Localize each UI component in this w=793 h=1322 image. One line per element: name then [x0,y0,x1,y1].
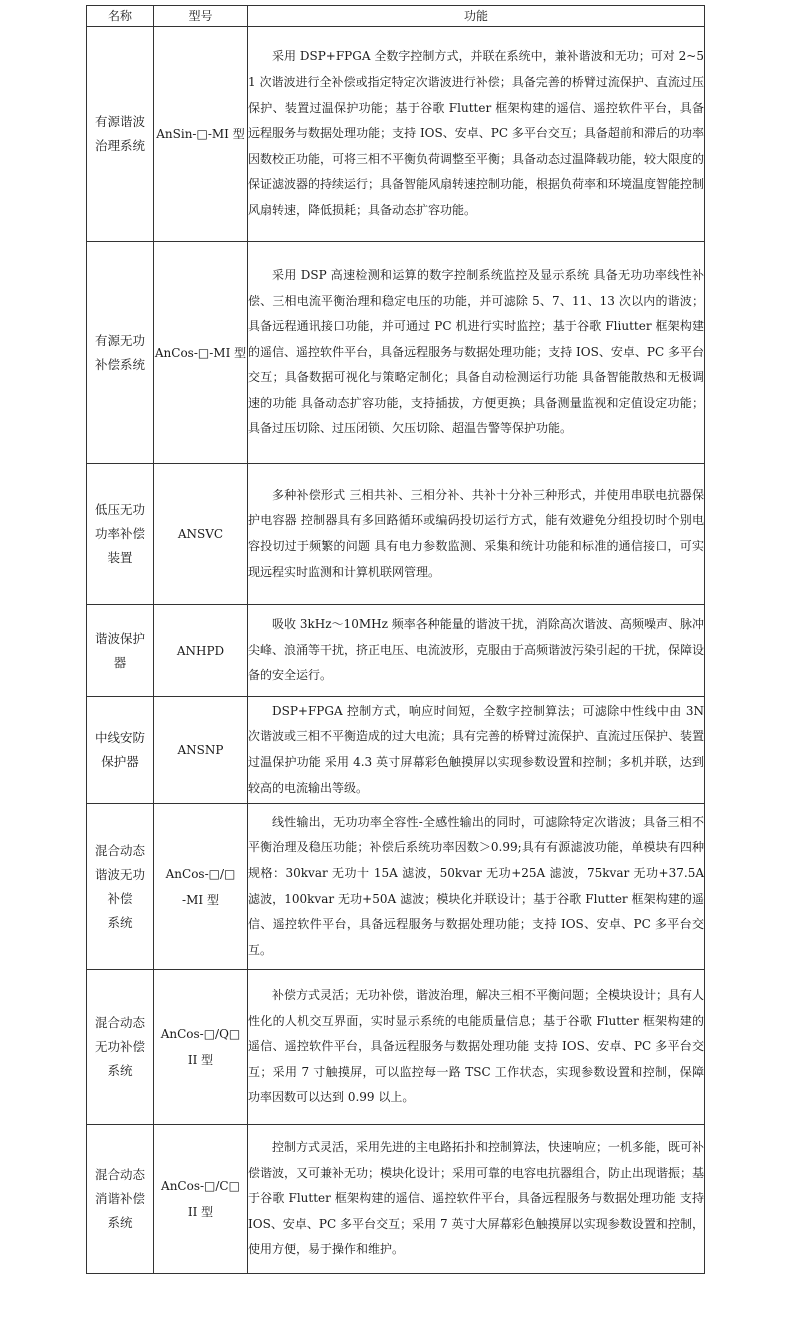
header-name: 名称 [87,6,154,27]
model-cell [154,804,248,970]
product-name-line: 装置 [107,550,133,565]
product-name-line: 系统 [107,1215,133,1230]
function-cell: 多种补偿形式 三相共补、三相分补、共补十分补三种形式，并使用串联电抗器保护电容器 控制器具有多回路循环或编码投切运行方式，能有效避免分组投切时个别电容投切过于频繁的问题 具有电力参数监测、采集和统计功能和标准的通信接口，可实现远程实时监测和计算机联网管理。 [248,464,705,605]
table-header-row [87,6,705,27]
product-name-line: 混合动态 [94,842,145,858]
model-cell [154,1125,248,1274]
product-name-line: 系统 [107,914,133,930]
product-name-cell [87,970,154,1125]
model-line: ANHPD [176,643,225,658]
product-name-cell [87,1125,154,1274]
function-cell: 吸收 3kHz～10MHz 频率各种能量的谐波干扰，消除高次谐波、高频噪声、脉冲尖峰、浪涌等干扰，挤正电压、电流波形，克服由于高频谐波污染引起的干扰，保障设备的安全运行。 [248,605,705,697]
model-cell [154,970,248,1125]
product-name-line: 混合动态 [94,1167,145,1182]
table-row [87,697,705,804]
product-name-cell [87,242,154,464]
product-name-line: 补偿系统 [94,356,145,372]
product-name-line: 无功补偿 [94,1039,145,1054]
product-name-line: 低压无功 [94,502,145,517]
function-cell: 控制方式灵活，采用先进的主电路拓扑和控制算法，快速响应；一机多能，既可补偿谐波，又可兼补无功；模块化设计；采用可靠的电容电抗器组合，防止出现谐振；基于谷歌 Flutter 框架构建的遥信、遥控软件平台，具备远程服务与数据处理功能 支持 IOS、安卓、PC 多平台交互；采用 7 英寸大屏幕彩色触摸屏以实现参数设置和控制，使用方便，易于操作和维护。 [248,1125,705,1274]
function-cell: 采用 DSP+FPGA 全数字控制方式，并联在系统中，兼补谐波和无功；可对 2~51 次谐波进行全补偿或指定特定次谐波进行补偿；具备完善的桥臂过流保护、直流过压保护、装置过温保护功能；基于谷歌 Flutter 框架构建的遥信、遥控软件平台，具备远程服务与数据处理功能；支持 IOS、安卓、PC 多平台交互；具备超前和滞后的功率因数校正功能，可将三相不平衡负荷调整至平衡；具备动态过温降载功能，较大限度的保证滤波器的持续运行；具备智能风扇转速控制功能，根据负荷率和环境温度智能控制风扇转速，降低损耗；具备动态扩容功能。 [248,27,705,242]
table-row [87,970,705,1125]
model-line: -MI 型 [182,892,219,907]
model-line: AnCos-□-MI 型 [154,345,247,360]
product-name-line: 谐波保护 [94,630,145,646]
model-line: II 型 [187,1205,214,1219]
product-name-line: 谐波无功 [94,866,145,882]
header-model: 型号 [154,6,248,27]
product-name-cell [87,464,154,605]
product-name-line: 功率补偿 [94,526,145,541]
table-row [87,464,705,605]
model-cell [154,464,248,605]
model-cell [154,605,248,697]
product-name-line: 中线安防 [94,730,145,745]
product-spec-table [86,5,705,1274]
product-name-line: 系统 [107,1063,133,1078]
product-name-line: 器 [113,654,127,670]
model-line: ANSVC [177,527,224,541]
table-row [87,804,705,970]
model-line: AnCos-□/C□ [161,1179,240,1193]
function-cell: 线性输出，无功功率全容性-全感性输出的同时，可滤除特定次谐波；具备三相不平衡治理及稳压功能；补偿后系统功率因数＞0.99;具有有源滤波功能，单模块有四种规格：30kvar 无功十 15A 滤波，50kvar 无功+25A 滤波，75kvar 无功+37.5A 滤波，100kvar 无功+50A 滤波；模块化并联设计；基于谷歌 Flutter 框架构建的遥信、遥控软件平台，具备远程服务与数据处理功能；支持 IOS、安卓、PC 多平台交互。 [248,804,705,970]
table-row [87,27,705,242]
model-line: AnCos-□/Q□ [160,1027,241,1041]
model-line: II 型 [187,1053,214,1067]
model-line: AnSin-□-MI 型 [156,127,245,141]
product-name-cell [87,27,154,242]
model-line: AnCos-□/□ [165,866,236,881]
product-name-line: 治理系统 [94,138,145,153]
model-line: ANSNP [177,743,224,757]
function-cell: 采用 DSP 高速检测和运算的数字控制系统监控及显示系统 具备无功功率线性补偿、三相电流平衡治理和稳定电压的功能，并可滤除 5、7、11、13 次以内的谐波；具备远程通讯接口功能，并可通过 PC 机进行实时监控；基于谷歌 Fliutter 框架构建的遥信、遥控软件平台，具备远程服务与数据处理功能；支持 IOS、安卓、PC 多平台交互；具备数据可视化与策略定制化；具备自动检测运行功能 具备智能散热和无极调速的功能 具备动态扩容功能，支持插拔，方便更换；具备测量监视和定值设定功能；具备过压切除、过压闭锁、欠压切除、超温告警等保护功能。 [248,242,705,464]
product-name-cell [87,804,154,970]
model-cell [154,27,248,242]
function-cell: DSP+FPGA 控制方式，响应时间短，全数字控制算法；可滤除中性线中由 3N 次谐波或三相不平衡造成的过大电流；具有完善的桥臂过流保护、直流过压保护、装置过温保护功能 采用 4.3 英寸屏幕彩色触摸屏以实现参数设置和控制；多机并联，达到较高的电流输出等级。 [248,697,705,804]
model-cell [154,697,248,804]
product-name-line: 消谐补偿 [94,1191,145,1206]
header-function: 功能 [248,6,705,27]
product-name-cell [87,605,154,697]
table-row [87,1125,705,1274]
product-name-line: 有源无功 [94,332,145,348]
product-name-line: 有源谐波 [94,114,145,129]
function-cell: 补偿方式灵活；无功补偿，谐波治理，解决三相不平衡问题；全模块设计；具有人性化的人机交互界面，实时显示系统的电能质量信息；基于谷歌 Flutter 框架构建的遥信、遥控软件平台，具备远程服务与数据处理功能 支持 IOS、安卓、PC 多平台交互；采用 7 寸触摸屏，可以监控每一路 TSC 工作状态，实现参数设置和控制，保障功率因数可以达到 0.99 以上。 [248,970,705,1125]
product-name-line: 保护器 [101,754,139,769]
table-row [87,242,705,464]
model-cell [154,242,248,464]
product-name-cell [87,697,154,804]
product-name-line: 混合动态 [94,1015,145,1030]
table-row [87,605,705,697]
product-name-line: 补偿 [107,890,133,906]
